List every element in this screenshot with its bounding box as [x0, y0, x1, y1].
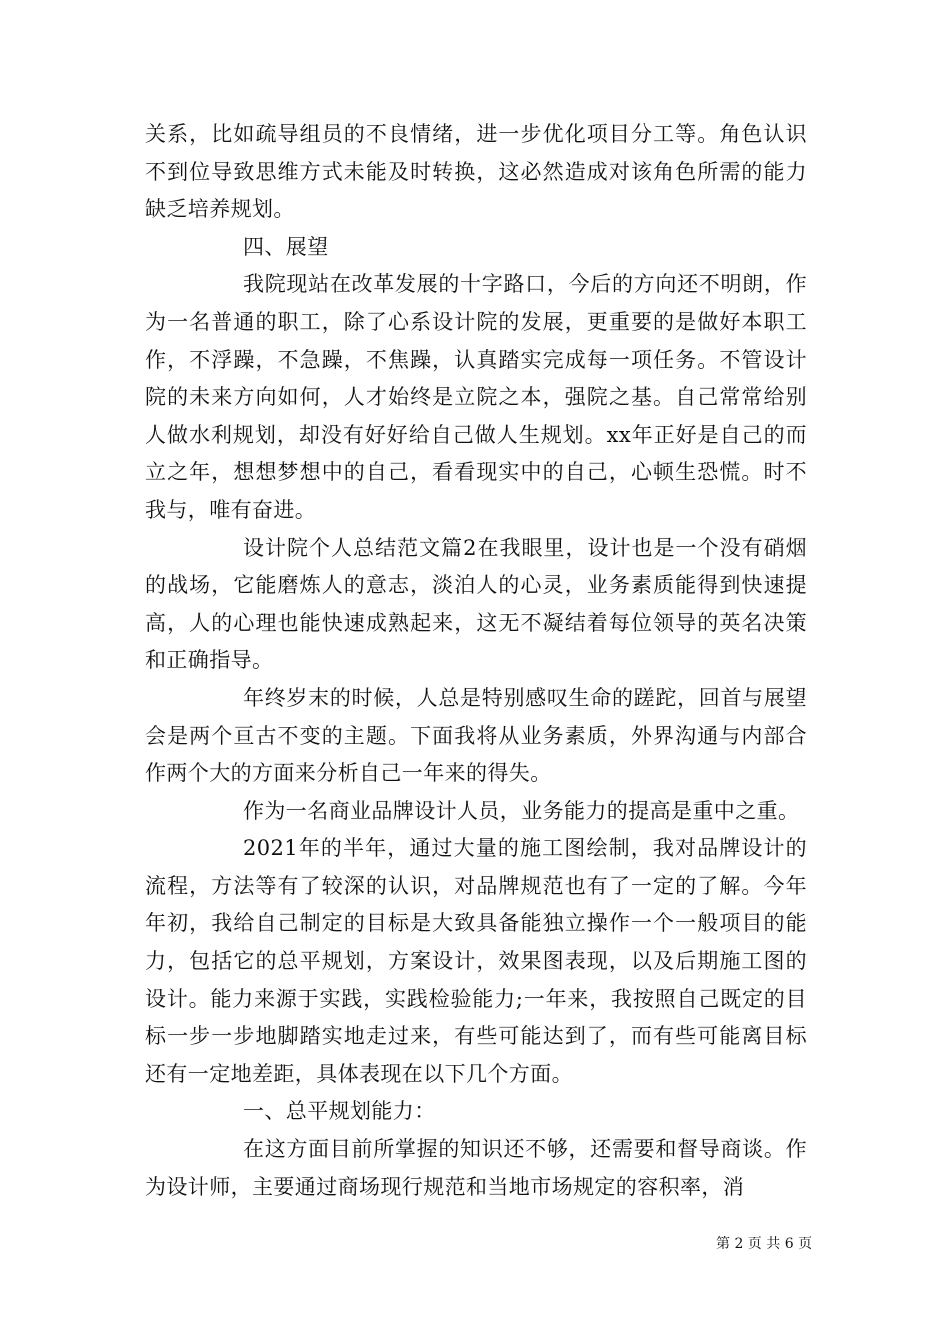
section-heading-planning: 一、总平规划能力： — [243, 1099, 436, 1124]
paragraph-continuation: 关系，比如疏导组员的不良情绪，进一步优化项目分工等。角色认识不到位导致思维方式未能及时转换，这必然造成对该角色所需的能力缺乏培养规划。 — [145, 122, 807, 222]
page-number-footer: 第 2 页 共 6 页 — [716, 1236, 813, 1252]
document-body — [145, 116, 807, 1206]
paragraph-year-end: 年终岁末的时候，人总是特别感叹生命的蹉跎，回首与展望会是两个亘古不变的主题。下面我将从业务素质，外界沟通与内部合作两个大的方面来分析自己一年来的得失。 — [145, 685, 807, 786]
paragraph-business-ability: 作为一名商业品牌设计人员，业务能力的提高是重中之重。 — [243, 798, 800, 823]
paragraph-outlook: 我院现站在改革发展的十字路口，今后的方向还不明朗，作为一名普通的职工，除了心系设计院的发展，更重要的是做好本职工作，不浮躁，不急躁，不焦躁，认真踏实完成每一项任务。不管设计院的未来方向如何，人才始终是立院之本，强院之基。自己常常给别人做水利规划，却没有好好给自己做人生规划。xx年正好是自己的而立之年，想想梦想中的自己，看看现实中的自己，心顿生恐慌。时不我与，唯有奋进。 — [145, 272, 807, 522]
paragraph-planning: 在这方面目前所掌握的知识还不够，还需要和督导商谈。作为设计师，主要通过商场现行规范和当地市场规定的容积率，消 — [145, 1137, 807, 1199]
paragraph-2021-review: 2021年的半年，通过大量的施工图绘制，我对品牌设计的流程，方法等有了较深的认识，对品牌规范也有了一定的了解。今年年初，我给自己制定的目标是大致具备能独立操作一个一般项目的能力，包括它的总平规划，方案设计，效果图表现，以及后期施工图的设计。能力来源于实践，实践检验能力;一年来，我按照自己既定的目标一步一步地脚踏实地走过来，有些可能达到了，而有些可能离目标还有一定地差距，具体表现在以下几个方面。 — [145, 836, 807, 1086]
section-heading-outlook: 四、展望 — [243, 234, 329, 259]
paragraph-article-2-intro: 设计院个人总结范文篇2在我眼里，设计也是一个没有硝烟的战场，它能磨炼人的意志，淡泊人的心灵，业务素质能得到快速提高，人的心理也能快速成熟起来，这无不凝结着每位领导的英名决策和正确指导。 — [145, 535, 807, 673]
